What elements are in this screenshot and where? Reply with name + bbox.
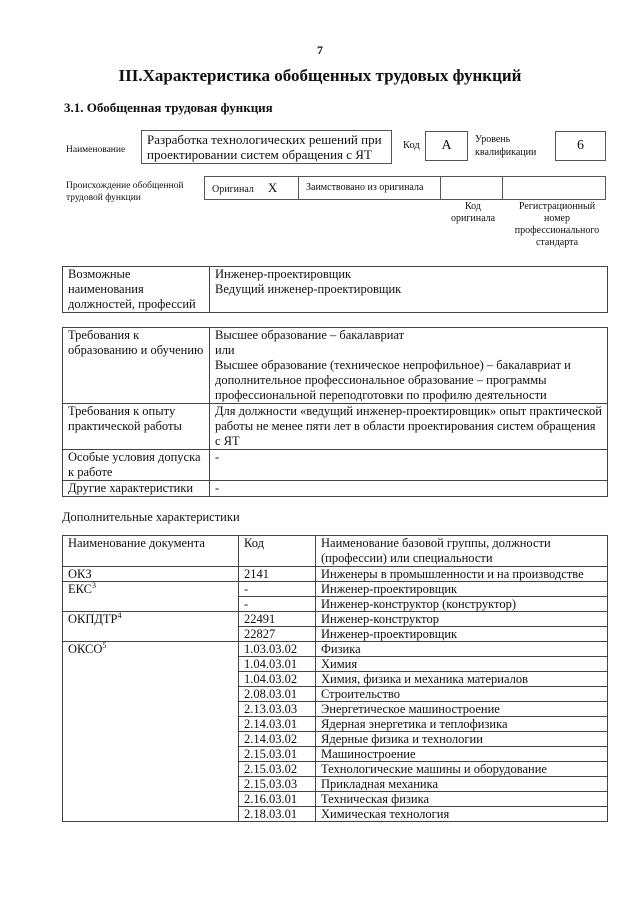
code-cell: 2.08.03.01 <box>239 687 316 702</box>
document-name-cell <box>63 612 239 642</box>
code-cell: 22491 <box>239 612 316 627</box>
name-cell: Инженер-проектировщик <box>316 582 608 597</box>
registration-number-caption <box>506 201 608 249</box>
original-code-cell <box>441 177 503 199</box>
header-name: Наименование базовой группы, должности (профессии) или специальности <box>316 536 608 567</box>
table-row <box>63 642 608 657</box>
code-cell: 2.15.03.01 <box>239 747 316 762</box>
code-cell: 1.04.03.01 <box>239 657 316 672</box>
code-cell: 2.14.03.01 <box>239 717 316 732</box>
name-cell: Инженеры в промышленности и на производстве <box>316 567 608 582</box>
registration-number-cell <box>503 177 605 199</box>
name-cell: Технологические машины и оборудование <box>316 762 608 777</box>
origin-label-line1: Происхождение обобщенной <box>66 181 184 191</box>
code-cell: 2141 <box>239 567 316 582</box>
header-document: Наименование документа <box>63 536 239 567</box>
table-header-row <box>63 536 608 567</box>
requirement-value <box>210 328 608 404</box>
name-cell: Инженер-проектировщик <box>316 627 608 642</box>
name-cell: Техническая физика <box>316 792 608 807</box>
function-name-field <box>141 130 392 164</box>
code-cell: 1.04.03.02 <box>239 672 316 687</box>
table-row <box>63 582 608 597</box>
table-row <box>63 481 608 497</box>
table-row <box>63 567 608 582</box>
code-cell: - <box>239 597 316 612</box>
name-cell: Химическая технология <box>316 807 608 822</box>
level-label-line2: квалификации <box>475 147 537 158</box>
name-cell: Ядерная энергетика и теплофизика <box>316 717 608 732</box>
table-row <box>63 450 608 481</box>
code-cell: - <box>239 582 316 597</box>
footnote-ref: 3 <box>92 580 96 590</box>
original-mark: X <box>267 180 278 195</box>
requirement-label: Особые условия допуска к работе <box>63 450 210 481</box>
additional-characteristics-label: Дополнительные характеристики <box>62 510 240 524</box>
code-cell: 1.03.03.02 <box>239 642 316 657</box>
document-name-cell <box>63 582 239 612</box>
caption-line: стандарта <box>535 237 579 248</box>
level-label-line1: Уровень <box>475 134 511 145</box>
code-cell: 2.15.03.02 <box>239 762 316 777</box>
name-cell: Физика <box>316 642 608 657</box>
page-number: 7 <box>317 43 323 57</box>
name-cell: Ядерные физика и технологии <box>316 732 608 747</box>
requirement-label: Требования к образованию и обучению <box>63 328 210 404</box>
name-label: Наименование <box>66 145 126 155</box>
name-cell: Инженер-конструктор <box>316 612 608 627</box>
document-name: ОКЗ <box>68 567 92 581</box>
original-label: Оригинал <box>212 184 254 195</box>
name-cell: Химия, физика и механика материалов <box>316 672 608 687</box>
subsection-title: 3.1. Обобщенная трудовая функция <box>64 100 273 115</box>
code-field: A <box>425 131 468 161</box>
caption-line: Код <box>465 201 481 212</box>
document-name: ЕКС <box>68 582 92 596</box>
caption-line: профессионального <box>514 225 600 236</box>
name-cell: Инженер-конструктор (конструктор) <box>316 597 608 612</box>
origin-label <box>66 180 184 204</box>
original-code-caption <box>440 201 506 225</box>
job-titles-label: Возможные наименования должностей, профессий <box>63 267 210 313</box>
qualification-level-field: 6 <box>555 131 606 161</box>
table-row <box>63 404 608 450</box>
code-cell: 2.18.03.01 <box>239 807 316 822</box>
code-cell: 2.15.03.03 <box>239 777 316 792</box>
qualification-level-label <box>475 133 536 159</box>
name-cell: Строительство <box>316 687 608 702</box>
function-name-line1: Разработка технологических решений при <box>147 132 382 147</box>
name-cell: Прикладная механика <box>316 777 608 792</box>
code-cell: 22827 <box>239 627 316 642</box>
document-name: ОКСО <box>68 642 103 656</box>
requirements-table <box>62 327 608 497</box>
name-cell: Химия <box>316 657 608 672</box>
function-name-line2: проектировании систем обращения с ЯТ <box>147 147 372 162</box>
requirement-value: - <box>210 481 608 497</box>
table-row <box>63 612 608 627</box>
caption-line: номер <box>544 213 570 224</box>
requirement-value: - <box>210 450 608 481</box>
requirement-line: или <box>215 343 235 357</box>
origin-borrowed-cell: Заимствовано из оригинала <box>299 177 441 199</box>
section-title: III.Характеристика обобщенных трудовых функций <box>118 66 522 85</box>
footnote-ref: 5 <box>102 640 107 650</box>
table-row <box>63 267 608 313</box>
origin-original-cell <box>205 177 299 199</box>
name-cell: Машиностроение <box>316 747 608 762</box>
code-cell: 2.13.03.03 <box>239 702 316 717</box>
document-name: ОКПДТР <box>68 612 118 626</box>
requirement-line: Высшее образование (техническое непрофильное) – бакалавриат и дополнительное профессиональное образование – программы профессиональной переподготовки по профилю деятельности <box>215 358 571 402</box>
document-name-cell <box>63 642 239 822</box>
job-title: Ведущий инженер-проектировщик <box>215 282 402 296</box>
code-cell: 2.16.03.01 <box>239 792 316 807</box>
code-label: Код <box>403 140 420 151</box>
additional-table-body <box>63 567 608 822</box>
caption-line: оригинала <box>450 213 496 224</box>
footnote-ref: 4 <box>117 610 122 620</box>
requirement-value: Для должности «ведущий инженер-проектировщик» опыт практической работы не менее пяти лет в области проектирования систем обращения с ЯТ <box>210 404 608 450</box>
job-titles-table <box>62 266 608 313</box>
origin-table <box>204 176 606 200</box>
name-cell: Энергетическое машиностроение <box>316 702 608 717</box>
table-row <box>63 328 608 404</box>
document-name-cell <box>63 567 239 582</box>
origin-label-line2: трудовой функции <box>66 193 141 203</box>
requirement-line: Высшее образование – бакалавриат <box>215 328 405 342</box>
job-titles-values <box>210 267 608 313</box>
requirement-label: Требования к опыту практической работы <box>63 404 210 450</box>
requirement-label: Другие характеристики <box>63 481 210 497</box>
job-title: Инженер-проектировщик <box>215 267 352 281</box>
code-cell: 2.14.03.02 <box>239 732 316 747</box>
header-code: Код <box>239 536 316 567</box>
additional-characteristics-table <box>62 535 608 822</box>
caption-line: Регистрационный <box>518 201 596 212</box>
